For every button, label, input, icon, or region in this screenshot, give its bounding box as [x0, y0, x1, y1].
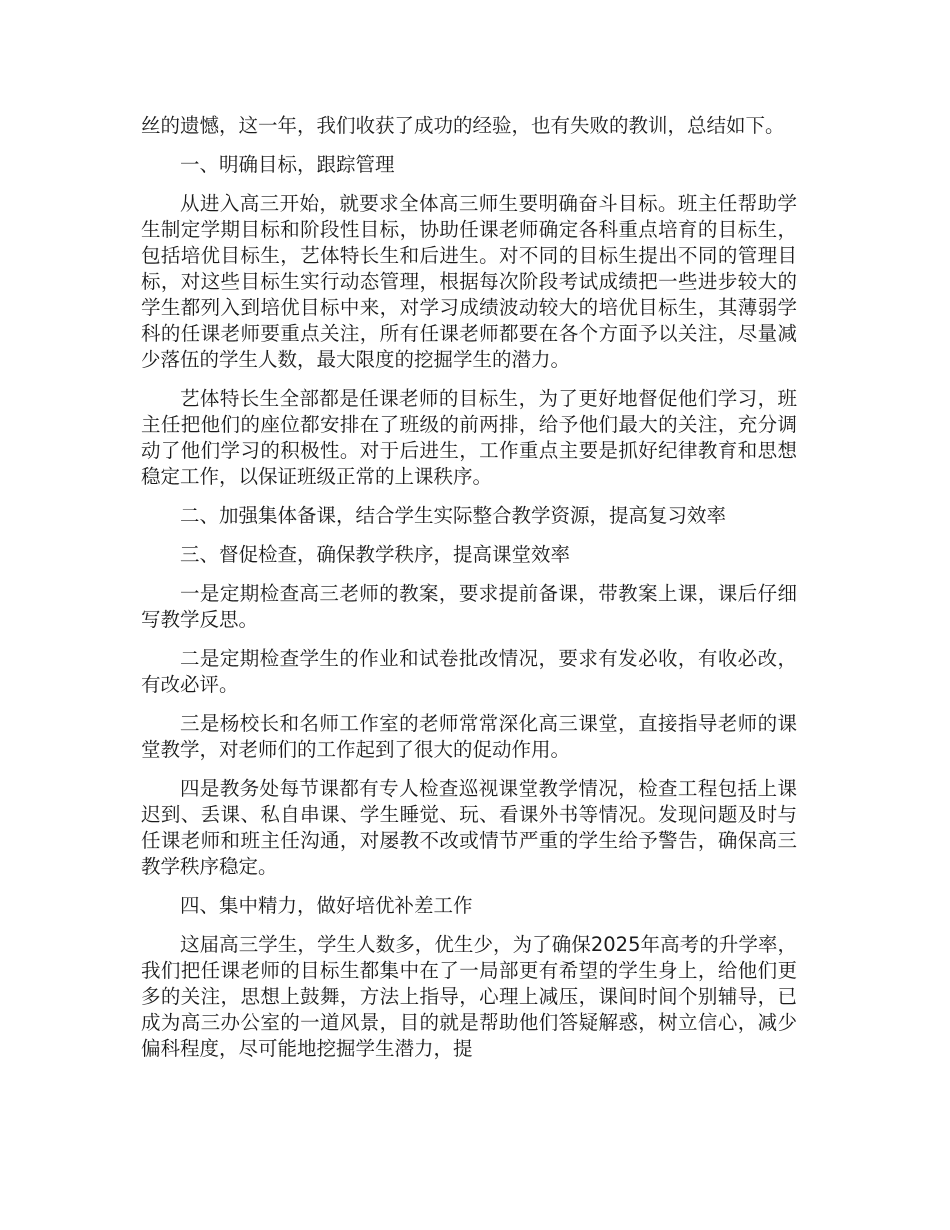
paragraph-principal-guidance: 三是杨校长和名师工作室的老师常常深化高三课堂，直接指导老师的课堂教学，对老师们的工作起到了很大的促动作用。	[141, 712, 797, 761]
paragraph-intro-continuation: 丝的遗憾，这一年，我们收获了成功的经验，也有失败的教训，总结如下。	[141, 114, 785, 137]
paragraph-tutoring: 这届高三学生，学生人数多，优生少，为了确保2025年高考的升学率，我们把任课老师的目标生都集中在了一局部更有希望的学生身上，给他们更多的关注，思想上鼓舞，方法上指导，心理上减压，课间时间个别辅导，已成为高三办公室的一道风景，目的就是帮助他们答疑解惑，树立信心，减少偏科程度，尽可能地挖掘学生潜力，提	[141, 933, 797, 1060]
paragraph-check-homework: 二是定期检查学生的作业和试卷批改情况，要求有发必收，有收必改，有改必评。	[141, 647, 797, 696]
paragraph-arts-students: 艺体特长生全部都是任课老师的目标生，为了更好地督促他们学习，班主任把他们的座位都安排在了班级的前两排，给予他们最大的关注，充分调动了他们学习的积极性。对于后进生，工作重点主要是抓好纪律教育和思想稳定工作，以保证班级正常的上课秩序。	[141, 387, 797, 488]
paragraph-goals: 从进入高三开始，就要求全体高三师生要明确奋斗目标。班主任帮助学生制定学期目标和阶段性目标，协助任课老师确定各科重点培育的目标生，包括培优目标生，艺体特长生和后进生。对不同的目标生提出不同的管理目标，对这些目标生实行动态管理，根据每次阶段考试成绩把一些进步较大的学生都列入到培优目标中来，对学习成绩波动较大的培优目标生，其薄弱学科的任课老师要重点关注，所有任课老师都要在各个方面予以关注，尽量减少落伍的学生人数，最大限度的挖掘学生的潜力。	[141, 192, 797, 371]
paragraph-patrol-inspection: 四是教务处每节课都有专人检查巡视课堂教学情况，检查工程包括上课迟到、丢课、私自串课、学生睡觉、玩、看课外书等情况。发现问题及时与任课老师和班主任沟通，对屡教不改或情节严重的学生给予警告，确保高三教学秩序稳定。	[141, 777, 797, 878]
section-heading-2: 二、加强集体备课，结合学生实际整合教学资源，提高复习效率	[180, 504, 727, 527]
section-heading-3: 三、督促检查，确保教学秩序，提高课堂效率	[180, 543, 571, 566]
section-heading-1: 一、明确目标，跟踪管理	[180, 153, 395, 176]
document-body	[141, 113, 797, 1075]
paragraph-check-lesson-plans: 一是定期检查高三老师的教案，要求提前备课，带教案上课，课后仔细写教学反思。	[141, 582, 797, 631]
section-heading-4: 四、集中精力，做好培优补差工作	[180, 894, 473, 917]
